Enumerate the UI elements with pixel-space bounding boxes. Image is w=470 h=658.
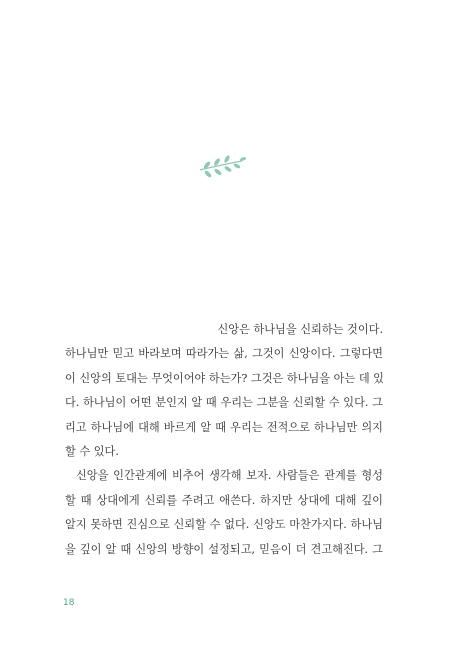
text-line: 할 때 상대에게 신뢰를 주려고 애쓴다. 하지만 상대에 대해 깊이: [65, 493, 383, 507]
text-line: 신앙은 하나님을 신뢰하는 것이다.: [217, 323, 383, 336]
paragraph-2: [65, 464, 383, 562]
laurel-branch-icon: [196, 154, 246, 184]
text-line: 신앙을 인간관계에 비추어 생각해 보자. 사람들은 관계를 형성: [76, 469, 383, 483]
text-line: 알지 못하면 진심으로 신뢰할 수 없다. 신앙도 마찬가지다. 하나님: [65, 518, 383, 532]
paragraph-1: [65, 318, 383, 464]
text-line: 리고 하나님에 대해 바르게 알 때 우리는 전적으로 하나님만 의지: [65, 420, 383, 434]
body-text: [65, 318, 383, 562]
text-line: 할 수 있다.: [65, 444, 119, 458]
text-line: 다. 하나님이 어떤 분인지 알 때 우리는 그분을 신뢰할 수 있다. 그: [65, 396, 383, 410]
text-line: 을 깊이 알 때 신앙의 방향이 설정되고, 믿음이 더 견고해진다. 그: [65, 542, 383, 556]
page-number: 18: [63, 598, 75, 608]
text-line: 이 신앙의 토대는 무엇이어야 하는가? 그것은 하나님을 아는 데 있: [65, 371, 384, 385]
text-line: 하나님만 믿고 바라보며 따라가는 삶, 그것이 신앙이다. 그렇다면: [65, 347, 383, 361]
